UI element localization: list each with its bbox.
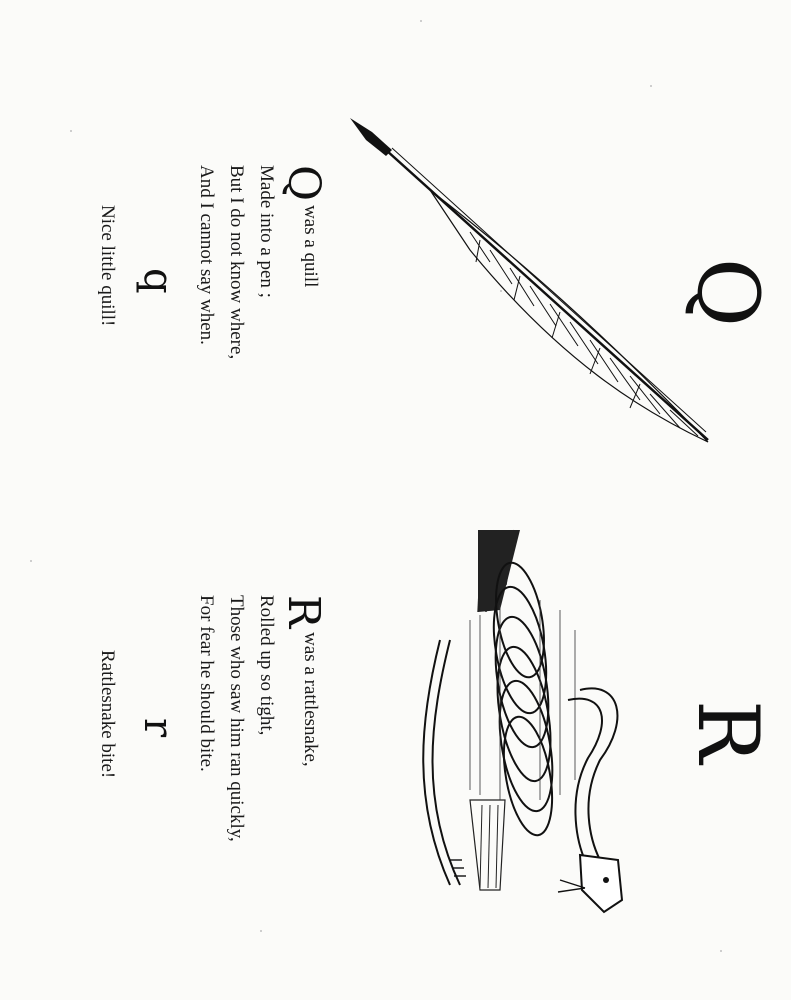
q-verse-line-2: Made into a pen ; [256,165,277,298]
r-verse-line-1 [278,595,329,842]
r-heading-letter: R [679,700,777,764]
r-verse [191,595,329,842]
q-dropcap: Q [278,165,329,202]
r-verse-line-2: Rolled up so tight, [256,595,277,736]
r-small-letter: r [135,718,181,738]
q-small-letter: q [135,268,181,294]
r-caption: Rattlesnake bite! [97,650,118,779]
r-verse-line-3: Those who saw him ran quickly, [226,595,247,842]
q-caption: Nice little quill! [97,205,118,327]
r-verse-line-4: For fear he should bite. [196,595,217,772]
q-verse-line-1-text: was a quill [300,205,321,288]
q-heading-letter: Q [679,258,777,327]
r-dropcap: R [278,595,329,629]
r-small-letter-block [135,718,181,738]
q-verse-line-4: And I cannot say when. [196,165,217,345]
r-verse-line-1-text: was a rattlesnake, [300,632,321,767]
q-verse-line-3: But I do not know where, [226,165,247,360]
